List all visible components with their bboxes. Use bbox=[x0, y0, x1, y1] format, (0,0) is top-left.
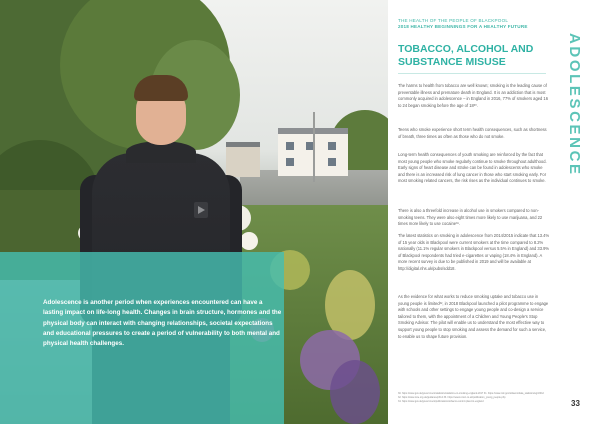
chapter-label: ADOLESCENCE bbox=[566, 33, 583, 177]
paragraph: The latest statistics on smoking in adolescence from 2014/2015 indicate that 13.4% of 15 year olds in Blackpool were current smokers at the time compared to 8.2% nationally (11.1% regular smokers in Blackpool versus 5.5% in England) and 33.9% of Blackpool respondents had tried e-cigarettes or vaping (18.4% in England). A more recent survey is due to be published in 2019 and will be available at http://digital.nhs.uk/pubs/sdd18. bbox=[398, 233, 550, 271]
pull-quote: Adolescence is another period when experiences encountered can have a lasting impact on life-long health. Changes in brain structure, hormones and the physical body can interact with changing relationships, societal expectations and educational pressures to create a period of vulnerability to both mental and physical health challenges. bbox=[43, 299, 282, 348]
paragraph: There is also a threefold increase in alcohol use in smokers compared to non-smoking teens. They were also eight times more likely to use marijuana, and 22 times more likely to use cocaine³¹. bbox=[398, 208, 543, 227]
flower bbox=[240, 232, 258, 250]
paragraph: Long-term health consequences of youth smoking are reinforced by the fact that most young people who smoke regularly continue to smoke throughout adulthood. Early signs of heart disease and stroke can be found in adolescents who smoke and there is an increased risk of lung cancer in those who start smoking early. For most smoking related cancers, the risk rises as the individual continues to smoke. bbox=[398, 152, 547, 184]
running-subheader: 2018 HEALTHY BEGINNINGS FOR A HEALTHY FUTURE bbox=[398, 24, 528, 29]
section-title: TOBACCO, ALCOHOL AND SUBSTANCE MISUSE bbox=[398, 43, 534, 68]
divider bbox=[398, 73, 546, 74]
paragraph: The harms to health from tobacco are well known; smoking is the leading cause of preventable illness and premature death in England. It is an addiction that is most commonly acquired in adolescence – in England in 2016, 77% of smokers aged 16 to 24 began smoking before the age of 18³⁰. bbox=[398, 83, 548, 108]
lamp-post bbox=[313, 112, 315, 182]
flower bbox=[330, 360, 380, 424]
hoodie-logo-icon bbox=[194, 202, 208, 218]
hair bbox=[134, 75, 188, 101]
paragraph: As the evidence for what works to reduce smoking uptake and tobacco use in young people is limited³², in 2018 Blackpool launched a pilot programme to engage with schools and other settings to engage young people and co-design a service tailored to them, with the appointment of a Children and Young People's Stop Smoking Advisor. The pilot will enable us to understand the most effective way to support young people to stop smoking and assess the demand for such a service, to enable us to shape future provision. bbox=[398, 294, 549, 339]
footnotes bbox=[398, 392, 568, 404]
footnote: 32. https://www.nice.org.uk/guidance/ph14 33. https://www.ncsct.co.uk/publication_young_people.php bbox=[398, 396, 506, 399]
footnote: 30. https://www.gov.uk/government/statistics/statistics-on-smoking-england-2017 31. https://www.cdc.gov/tobacco/data_statistics/sgr/2012 bbox=[398, 392, 544, 395]
running-header: THE HEALTH OF THE PEOPLE OF BLACKPOOL bbox=[398, 18, 509, 23]
footnote: 34. https://www.gov.uk/government/publications/tobacco-control-plan-for-england bbox=[398, 400, 484, 403]
paragraph: Teens who smoke experience short term health consequences, such as shortness of breath, three times as often as those who do not smoke. bbox=[398, 127, 547, 139]
page-number: 33 bbox=[571, 399, 580, 408]
